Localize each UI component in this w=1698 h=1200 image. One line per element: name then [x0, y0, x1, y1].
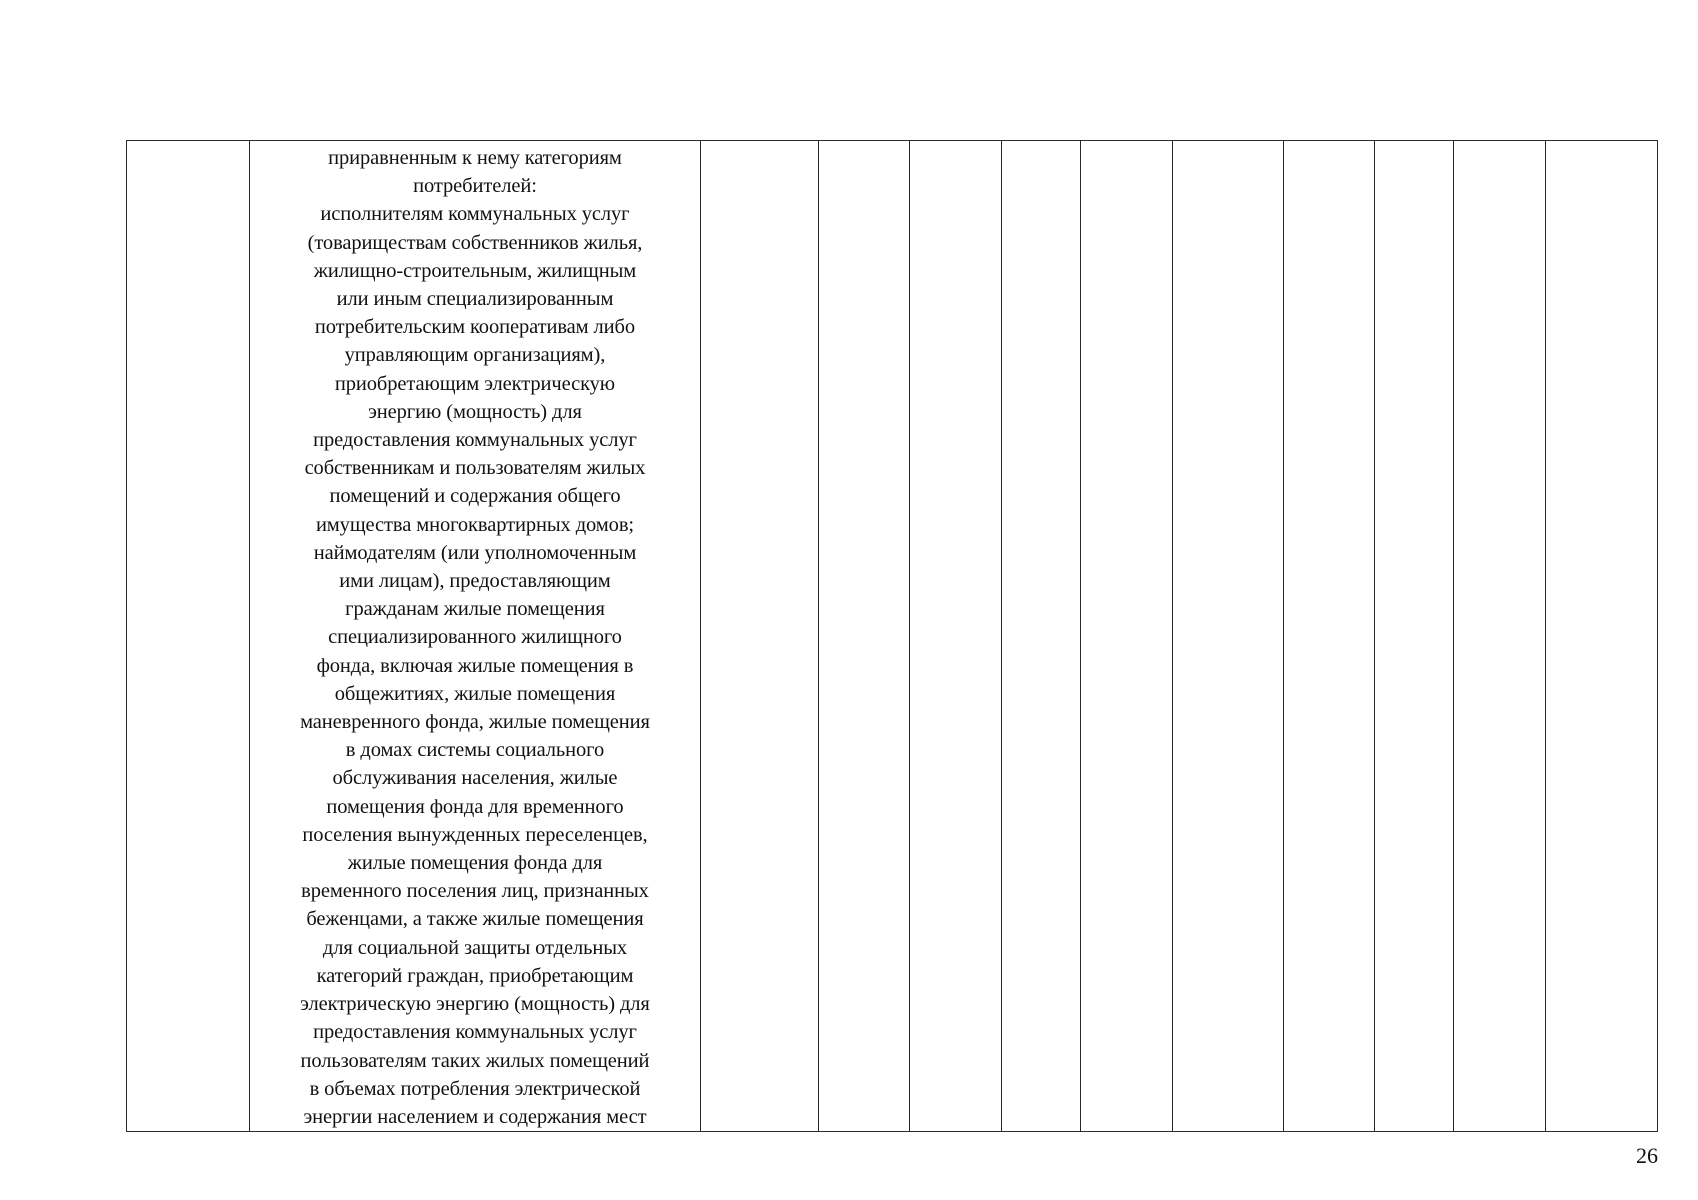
- tariff-table: [126, 140, 1658, 1132]
- description-line: или иным специализированным: [336, 288, 614, 311]
- description-line: потребителей:: [413, 175, 537, 198]
- consumer-category-cell: [250, 141, 700, 1132]
- description-line: жилые помещения фонда для: [347, 852, 603, 875]
- description-line: приобретающим электрическую: [334, 372, 616, 395]
- description-line: наймодателям (или уполномоченным: [313, 541, 637, 564]
- value-cell-4: [1002, 141, 1081, 1132]
- value-cell-7: [1283, 141, 1375, 1132]
- description-line: энергию (мощность) для: [368, 400, 582, 423]
- description-line: беженцами, а также жилые помещения: [306, 908, 644, 931]
- consumer-category-text: [250, 144, 699, 1131]
- description-line: предоставления коммунальных услуг: [313, 429, 637, 452]
- value-cell-10: [1546, 141, 1658, 1132]
- page-number: 26: [1636, 1143, 1658, 1168]
- description-line: помещений и содержания общего: [329, 485, 621, 508]
- value-cell-9: [1454, 141, 1546, 1132]
- value-cell-8: [1375, 141, 1454, 1132]
- description-line: имущества многоквартирных домов;: [315, 513, 634, 536]
- description-line: приравненным к нему категориям: [328, 147, 622, 169]
- value-cell-1: [700, 141, 818, 1132]
- description-line: категорий граждан, приобретающим: [316, 964, 634, 987]
- description-line: жилищно-строительным, жилищным: [313, 259, 637, 282]
- description-line: поселения вынужденных переселенцев,: [302, 823, 648, 846]
- description-line: собственникам и пользователям жилых: [304, 457, 646, 480]
- row-number-cell: [127, 141, 250, 1132]
- value-cell-5: [1081, 141, 1173, 1132]
- description-line: потребительским кооперативам либо: [314, 316, 636, 339]
- description-line: управляющим организациям),: [344, 344, 606, 367]
- description-line: пользователям таких жилых помещений: [300, 1049, 650, 1072]
- description-line: временного поселения лиц, признанных: [301, 880, 649, 903]
- description-line: специализированного жилищного: [328, 626, 622, 649]
- description-line: (товариществам собственников жилья,: [307, 231, 643, 254]
- description-line: для социальной защиты отдельных: [322, 936, 628, 959]
- description-line: фонда, включая жилые помещения в: [316, 654, 634, 677]
- description-line: исполнителям коммунальных услуг: [320, 203, 630, 226]
- description-line: электрическую энергию (мощность) для: [300, 993, 650, 1016]
- description-line: маневренного фонда, жилые помещения: [300, 711, 650, 734]
- description-line: гражданам жилые помещения: [345, 598, 605, 621]
- description-line: в домах системы социального: [345, 739, 605, 762]
- description-line: предоставления коммунальных услуг: [313, 1021, 637, 1044]
- value-cell-2: [818, 141, 910, 1132]
- description-line: энергии населением и содержания мест: [303, 1105, 647, 1128]
- description-line: ими лицам), предоставляющим: [339, 570, 611, 593]
- description-line: помещения фонда для временного: [326, 795, 624, 818]
- description-line: общежитиях, жилые помещения: [334, 682, 616, 705]
- description-line: обслуживания населения, жилые: [332, 767, 618, 790]
- value-cell-3: [910, 141, 1002, 1132]
- description-line: в объемах потребления электрической: [309, 1077, 641, 1100]
- table-row: [127, 141, 1658, 1132]
- value-cell-6: [1172, 141, 1283, 1132]
